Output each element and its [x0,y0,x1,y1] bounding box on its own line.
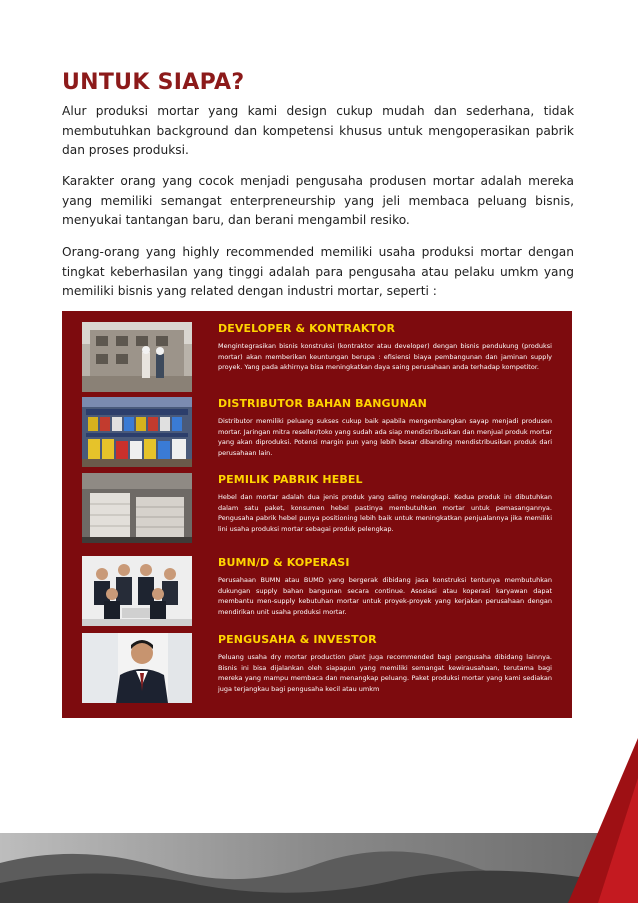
target-audience-panel [62,311,572,718]
item-title-investor: PENGUSAHA & INVESTOR [218,633,377,646]
item-desc-investor: Peluang usaha dry mortar production plant juga recommended bagi pengusaha dibidang lainnya. Bisnis ini bisa dijalankan oleh siapapun yang memiliki semangat kewirausahaan, terutama bagi mereka yang mampu membaca dan menangkap peluang. Paket produksi mortar yang kami sediakan juga terjangkau bagi pengusaha kecil atau umkm [218,653,552,693]
building-store-photo [82,397,192,467]
item-desc-bumn: Perusahaan BUMN atau BUMD yang bergerak dibidang jasa konstruksi tentunya membutuhkan dukungan supply bahan bangunan secara continue. Asosiasi atau koperasi karyawan dapat membantu men-supply kebutuhan mortar untuk proyek-proyek yang kerjakan perusahaan dengan mendirikan unit usaha produksi mortar. [218,576,552,616]
intro-paragraph-1: Alur produksi mortar yang kami design cukup mudah dan sederhana, tidak membutuhkan background dan kompetensi khusus untuk mengoperasikan pabrik dan proses produksi. [62,104,574,157]
footer-hands-photo [0,833,638,903]
item-title-distributor: DISTRIBUTOR BAHAN BANGUNAN [218,397,427,410]
hebel-factory-photo [82,473,192,543]
corner-accent [558,738,638,903]
intro-paragraph-3: Orang-orang yang highly recommended memiliki usaha produksi mortar dengan tingkat keberhasilan yang tinggi adalah para pengusaha atau pelaku umkm yang memiliki bisnis yang related dengan industri mortar, seperti : [62,245,574,298]
business-team-photo [82,556,192,626]
item-title-hebel: PEMILIK PABRIK HEBEL [218,473,363,486]
page-heading: UNTUK SIAPA? [62,70,245,95]
item-title-bumn: BUMN/D & KOPERASI [218,556,350,569]
item-desc-developer: Mengintegrasikan bisnis konstruksi (kontraktor atau developer) dengan bisnis pendukung (produksi mortar) akan memberikan keuntungan berupa : efisiensi biaya pembangunan dan jaminan supply proyek. Yang pada akhirnya bisa meningkatkan daya saing perusahaan anda terhadap kompetitor. [218,342,552,372]
businessman-photo [82,633,192,703]
intro-paragraph-2: Karakter orang yang cocok menjadi pengusaha produsen mortar adalah mereka yang memiliki semangat enterpreneurship yang jeli membaca peluang bisnis, menyukai tantangan baru, dan berani mengambil resiko. [62,174,574,227]
item-desc-distributor: Distributor memiliki peluang sukses cukup baik apabila mengembangkan sayap menjadi produsen mortar. Jaringan mitra reseller/toko yang sudah ada siap mendistribusikan dan menjual produk mortar yang akan diproduksi. Potensi margin pun yang lebih besar dibanding mendistribusikan produk dari perusahaan lain. [218,417,552,457]
construction-site-photo [82,322,192,392]
item-desc-hebel: Hebel dan mortar adalah dua jenis produk yang saling melengkapi. Kedua produk ini dibutuhkan dalam satu paket, konsumen hebel pastinya membutuhkan mortar untuk pemasangannya. Pengusaha pabrik hebel punya positioning lebih baik untuk meningkatkan penjualannya jika memiliki lini usaha produksi mortar sebagai produk pelengkap. [218,493,552,533]
item-title-developer: DEVELOPER & KONTRAKTOR [218,322,396,335]
